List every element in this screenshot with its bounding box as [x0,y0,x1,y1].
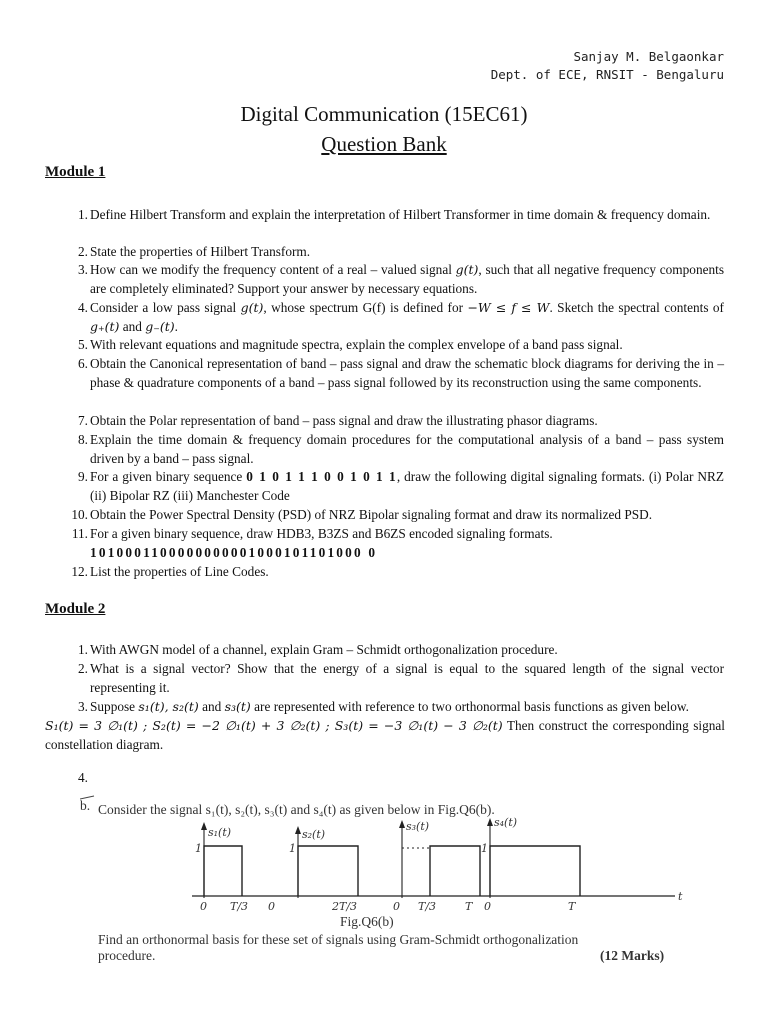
s4-label: s₄(t) [494,816,518,829]
m1-question-11: 11. For a given binary sequence, draw HDB3, B3ZS and B6ZS encoded signaling formats. 1010001100000000001000101101000 0 [71,526,553,560]
svg-text:T/3: T/3 [230,900,249,913]
author-affiliation: Dept. of ECE, RNSIT - Bengaluru [490,67,724,82]
scan-find-line2: procedure. [98,948,156,963]
svg-text:0: 0 [484,900,491,913]
m1-question-9: 9. For a given binary sequence 0 1 0 1 1 1 0 0 1 0 1 1, draw the following digital signaling formats. (i) Polar NRZ (ii) Bipolar RZ (iii) Manchester Code [78,469,724,503]
svg-text:2T/3: 2T/3 [332,900,358,913]
m2-question-3: 3. Suppose s₁(t), s₂(t) and s₃(t) are represented with reference to two orthonormal basis functions as given below. [78,699,689,714]
binary-sequence: 1010001100000000001000101101000 0 [90,544,378,560]
svg-text:T: T [465,900,473,913]
m1-question-8: 8. Explain the time domain & frequency domain procedures for the computational analysis of a band – pass system driven by a band – pass signal. [78,432,724,466]
m1-question-6: 6. Obtain the Canonical representation of band – pass signal and draw the schematic block diagrams for deriving the in – phase & quadrature components of a band – pass signal followed by its reconstruction using the same components. [78,356,724,390]
course-title: Digital Communication (15EC61) [240,102,528,126]
s2-pulse [298,846,358,896]
s1-label: s₁(t) [208,826,232,839]
m2-question-3-equation: S₁(t) = 3 ∅₁(t) ; S₂(t) = −2 ∅₁(t) + 3 ∅₂(t) ; S₃(t) = −3 ∅₁(t) − 3 ∅₂(t) Then construct the corresponding signal constellation diagram. [45,718,725,752]
m2-question-2: 2. What is a signal vector? Show that the energy of a signal is equal to the squared length of the signal vector representing it. [78,661,724,695]
s3-pulse [430,846,480,896]
m1-question-10: 10. Obtain the Power Spectral Density (PSD) of NRZ Bipolar signaling format and draw its normalized PSD. [71,507,653,522]
m1-question-4: 4. Consider a low pass signal g(t), whose spectrum G(f) is defined for −W ≤ f ≤ W. Sketch the spectral contents of g₊(t) and g₋(t). [78,300,724,334]
svg-text:T/3: T/3 [418,900,437,913]
marks-label: (12 Marks) [600,948,665,963]
module-1-heading: Module 1 [45,164,106,180]
scan-label: b. [80,798,91,813]
m2-question-1: 1. With AWGN model of a channel, explain Gram – Schmidt orthogonalization procedure. [78,642,558,657]
m1-question-12: 12. List the properties of Line Codes. [71,564,269,579]
svg-text:t: t [678,890,683,903]
scan-intro: Consider the signal s₁(t), s₂(t), s₃(t) and s₄(t) as given below in Fig.Q6(b). [98,802,495,817]
author-block [491,48,724,84]
scanned-question-figure [80,786,700,966]
m1-question-5: 5. With relevant equations and magnitude spectra, explain the complex envelope of a band pass signal. [78,337,623,352]
s2-label: s₂(t) [302,828,326,841]
figure-caption: Fig.Q6(b) [340,914,394,929]
s3-label: s₃(t) [406,820,430,833]
scan-find-line1: Find an orthonormal basis for these set of signals using Gram-Schmidt orthogonalization [98,932,579,947]
m1-question-3: 3. How can we modify the frequency content of a real – valued signal g(t), such that all negative frequency components are completely eliminated? Support your answer by necessary equations. [78,262,725,296]
svg-text:1: 1 [195,842,202,855]
m1-question-1: 1. Define Hilbert Transform and explain the interpretation of Hilbert Transformer in time domain & frequency domain. [78,207,711,222]
svg-text:0: 0 [393,900,400,913]
m1-question-2: 2. State the properties of Hilbert Transform. [78,244,311,259]
s4-pulse [490,846,580,896]
svg-text:0: 0 [268,900,275,913]
svg-text:1: 1 [289,842,296,855]
svg-text:1: 1 [481,842,488,855]
svg-text:0: 0 [200,900,207,913]
document-subtitle: Question Bank [321,132,447,156]
author-name: Sanjay M. Belgaonkar [573,49,724,64]
document-page: Sanjay M. Belgaonkar Dept. of ECE, RNSIT - Bengaluru Digital Communication (15EC61) Question Bank Module 1 1. Define Hilbert Transform and explain the interpretation of Hilbert Transformer in time domain & frequency domain. 2. State the properties of Hilbert Transform. 3. How can we modify the frequency content of a real – valued signal g(t), such that all negative frequency components are completely eliminated? Support your answer by necessary equations. 4. Consider a low pass signal g(t), whose spectrum G(f) is defined for −W ≤ f ≤ W. Sketch the spectral contents of g₊(t) and g₋(t). 5. With relevant equations and magnitude spectra, explain the complex envelope of a band pass signal. 6. Obtain the Canonical representation of band – pass signal and draw the schematic block diagrams for deriving the in – phase & quadrature components of a band – pass signal followed by its reconstruction using the same components. 7. Obtain the Polar representation of band – pass signal and draw the illustrating phasor diagrams. 8. Explain the time domain & frequency domain procedures for the computational analysis of a band – pass system driven by a band – pass signal. 9. For a given binary sequence 0 1 0 1 1 1 0 0 1 0 1 1, draw the following digital signaling formats. (i) Polar NRZ (ii) Bipolar RZ (iii) Manchester Code 10. Obtain the Power Spectral Density (PSD) of NRZ Bipolar signaling format and draw its normalized PSD. 11. For a given binary sequence, draw HDB3, B3ZS and B6ZS encoded signaling formats. 1010001100000000001000101101000 0 12. List the properties of Line Codes. Module 2 1. With AWGN model of a channel, explain Gram – Schmidt orthogonalization procedure. 2. What is a signal vector? Show that the energy of a signal is equal to the squared length of the signal vector representing it. 3. Suppose s₁(t), s₂(t) and s₃(t) are represented with reference to two orthonormal basis functions as given below. S₁(t) = 3 ∅₁(t) ; S₂(t) = −2 ∅₁(t) + 3 ∅₂(t) ; S₃(t) = −3 ∅₁(t) − 3 ∅₂(t) Then construct the corresponding signal constellation diagram. 4. b. Consider the signal s₁(t), s₂(t), s₃(t) and s₄(t) as given below in Fig.Q6(b). s₁(t) 1 0 T/3 s₂(t) 1 0 2T/3 s₃(t) 0 T/3 T s₄(t) 1 0 T t Fig.Q6(b) Find an orthonormal basis for these set of signals using Gram-Schmidt orthogonalization procedure. (12 Marks) [0,0,768,1024]
svg-text:T: T [568,900,576,913]
s1-pulse [204,846,242,896]
module-2-heading: Module 2 [45,601,106,617]
m1-question-7: 7. Obtain the Polar representation of band – pass signal and draw the illustrating phasor diagrams. [78,413,598,428]
